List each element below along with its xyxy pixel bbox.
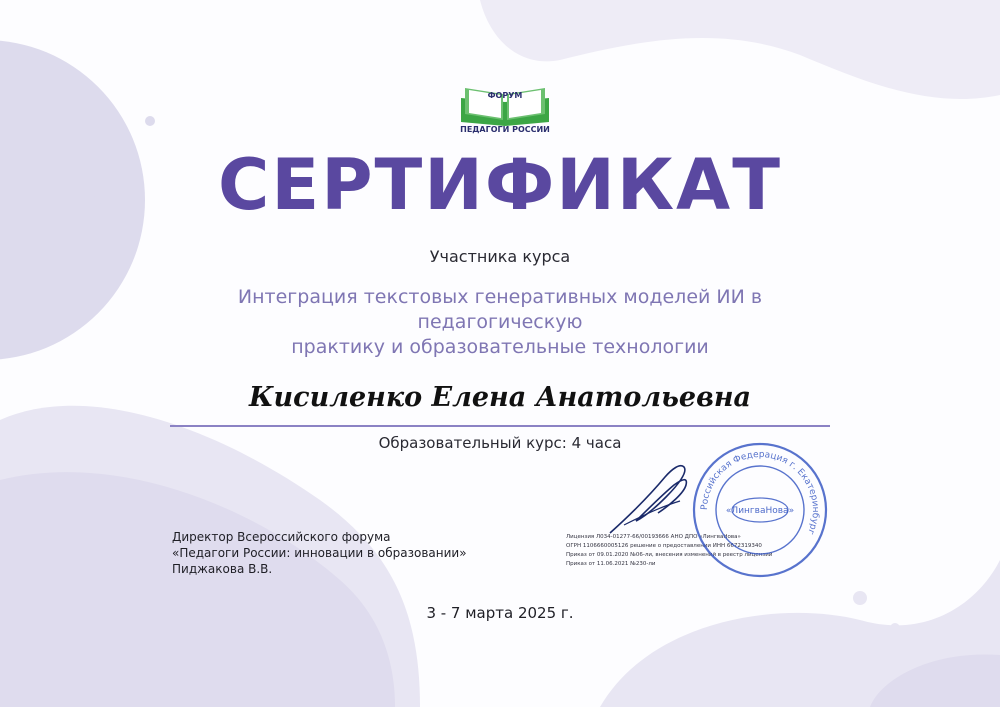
organization-stamp [690, 440, 830, 580]
participant-name: Кисиленко Елена Анатольевна [248, 382, 752, 413]
forum-logo [455, 80, 555, 140]
license-line: Лицензия Л034-01277-66/00193666 АНО ДПО «ЛингваНова» [566, 534, 741, 540]
name-underline [170, 425, 830, 427]
certificate-subtitle: Участника курса [429, 247, 571, 266]
course-hours: Образовательный курс: 4 часа [378, 434, 622, 452]
bg-wave-bottom-left-inner [0, 472, 395, 707]
director-line: «Педагоги России: инновации в образовании» [172, 546, 467, 560]
director-line: Директор Всероссийского форума [172, 530, 391, 544]
license-line: Приказ от 11.06.2021 №230-ли [566, 561, 656, 567]
bg-wave-top-right [480, 0, 1000, 99]
logo-top-text: ФОРУМ [487, 91, 523, 100]
bg-dot [853, 591, 867, 605]
license-line: ОГРН 1106660005126 решение о предоставлении ИНН 6672319340 [566, 543, 762, 549]
license-line: Приказ от 09.01.2020 №06-ли, внесения изменений в реестр лицензий [566, 552, 773, 558]
course-title-line: Интеграция текстовых генеративных моделей ИИ в педагогическую [237, 286, 763, 333]
certificate-date: 3 - 7 марта 2025 г. [426, 604, 574, 622]
director-block [172, 529, 467, 577]
bg-dot [868, 651, 876, 659]
stamp-center-text: «ЛингваНова» [725, 506, 795, 516]
bg-dot [869, 34, 881, 46]
bg-dot [890, 623, 900, 633]
certificate-title: СЕРТИФИКАТ [218, 144, 782, 226]
course-title [160, 285, 840, 360]
course-title-line: практику и образовательные технологии [291, 336, 709, 358]
stamp-ring-text: Российская Федерация г. Екатеринбург [699, 449, 821, 536]
bg-dot [145, 116, 155, 126]
director-line: Пиджакова В.В. [172, 562, 273, 576]
logo-bottom-text: ПЕДАГОГИ РОССИИ [460, 125, 550, 134]
